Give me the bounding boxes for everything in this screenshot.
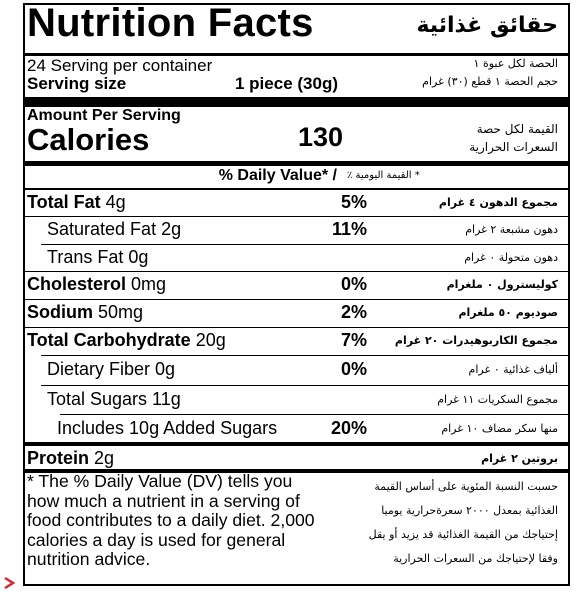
daily-value-header-arabic: * القيمة اليومية ٪ bbox=[347, 170, 420, 181]
nutrient-percent: 0% bbox=[340, 274, 367, 294]
amount-per-serving: Amount Per Serving bbox=[27, 107, 181, 124]
footnote-arabic-line: حسبت النسبة المئوية على أساس القيمة bbox=[374, 480, 558, 493]
nutrient-arabic: مجموع السكريات ١١ غرام bbox=[437, 393, 558, 406]
footnote-arabic bbox=[328, 475, 558, 571]
serving-info bbox=[25, 53, 568, 95]
nutrient-row-trans-fat bbox=[25, 245, 568, 271]
nutrient-arabic: مجموع الدهون ٤ غرام bbox=[438, 196, 558, 209]
corner-mark-icon bbox=[2, 575, 16, 589]
daily-value-header bbox=[25, 165, 568, 188]
serving-size-label: Serving size bbox=[27, 74, 127, 93]
footnote-arabic-line: إحتياجك من القيمة الغذائية قد يزيد أو يقل bbox=[368, 528, 558, 541]
calories-label: Calories bbox=[27, 122, 150, 157]
nutrient-arabic: منها سكر مضاف ١٠ غرام bbox=[441, 422, 558, 435]
daily-value-header-english: % Daily Value* / bbox=[218, 167, 337, 184]
nutrient-name: Trans Fat 0g bbox=[47, 247, 149, 267]
row-separator bbox=[41, 385, 568, 386]
nutrient-row-dietary-fiber bbox=[25, 357, 568, 383]
nutrient-percent: 0% bbox=[340, 359, 367, 379]
calories-row bbox=[25, 105, 568, 161]
nutrient-amount: 2g bbox=[89, 448, 115, 468]
nutrient-name: Saturated Fat 2g bbox=[47, 219, 182, 239]
nutrient-percent: 2% bbox=[340, 302, 367, 322]
calories-value: 130 bbox=[298, 122, 344, 152]
nutrient-name: Includes 10g Added Sugars bbox=[57, 418, 278, 438]
nutrient-name: Dietary Fiber 0g bbox=[47, 359, 176, 379]
footnote-arabic-line: وفقا لإحتياجك من السعرات الحرارية bbox=[393, 552, 558, 565]
nutrient-amount: 4g bbox=[100, 192, 126, 212]
calories-label-arabic-1: القيمة لكل حصة bbox=[476, 122, 558, 136]
nutrient-row-added-sugars bbox=[25, 416, 568, 442]
serving-size-arabic: حجم الحصة ١ قطع (٣٠) غرام bbox=[422, 75, 558, 88]
nutrient-amount: 50mg bbox=[93, 302, 144, 322]
nutrient-amount: 20g bbox=[190, 330, 226, 350]
nutrient-row-total-carbohydrate bbox=[25, 328, 568, 354]
title-english: Nutrition Facts bbox=[27, 1, 314, 45]
nutrient-name: Total Carbohydrate bbox=[27, 330, 191, 350]
nutrient-percent: 20% bbox=[330, 418, 367, 438]
nutrient-row-total-fat bbox=[25, 190, 568, 216]
nutrient-percent: 5% bbox=[340, 192, 367, 212]
nutrient-name: Cholesterol bbox=[27, 274, 127, 294]
nutrient-arabic: دهون مشبعة ٢ غرام bbox=[465, 223, 558, 236]
nutrition-facts-label bbox=[23, 3, 570, 586]
nutrient-arabic: صوديوم ٥٠ ملغرام bbox=[458, 306, 558, 319]
nutrient-arabic: مجموع الكاربوهيدرات ٢٠ غرام bbox=[394, 334, 558, 347]
nutrient-row-total-sugars bbox=[25, 387, 568, 413]
nutrient-percent: 11% bbox=[331, 219, 367, 239]
title-arabic: حقائق غذائية bbox=[416, 13, 558, 38]
nutrient-name: Sodium bbox=[27, 302, 93, 322]
nutrient-row-cholesterol bbox=[25, 272, 568, 298]
nutrient-arabic: ألياف غذائية ٠ غرام bbox=[468, 363, 558, 376]
footnote-arabic-line: الغذائية بمعدل ٢٠٠٠ سعرةحرارية يوميا bbox=[381, 504, 558, 517]
nutrient-row-saturated-fat bbox=[25, 217, 568, 243]
nutrient-arabic: كوليسترول ٠ ملغرام bbox=[446, 278, 558, 291]
servings-per-container-arabic: الحصة لكل عبوة ١ bbox=[473, 57, 558, 70]
footnote-english: * The % Daily Value (DV) tells you how much a nutrient in a serving of food contributes to a daily diet. 2,000 calories a day is used for general nutrition advice. bbox=[27, 471, 315, 569]
nutrient-arabic: بروتين ٢ غرام bbox=[481, 452, 558, 465]
nutrient-arabic: دهون متحولة ٠ غرام bbox=[464, 251, 558, 264]
serving-size-value: 1 piece (30g) bbox=[235, 74, 338, 93]
row-separator bbox=[60, 414, 568, 415]
nutrient-row-sodium bbox=[25, 300, 568, 326]
title-row bbox=[25, 1, 568, 53]
nutrient-name: Total Fat bbox=[27, 192, 101, 212]
nutrient-name: Total Sugars 11g bbox=[47, 389, 181, 409]
row-separator bbox=[41, 355, 568, 356]
calories-label-arabic-2: السعرات الحرارية bbox=[469, 140, 558, 154]
nutrient-name: Protein bbox=[27, 448, 90, 468]
nutrient-percent: 7% bbox=[340, 330, 367, 350]
nutrient-amount: 0mg bbox=[126, 274, 167, 294]
servings-per-container: 24 Serving per container bbox=[27, 56, 213, 75]
